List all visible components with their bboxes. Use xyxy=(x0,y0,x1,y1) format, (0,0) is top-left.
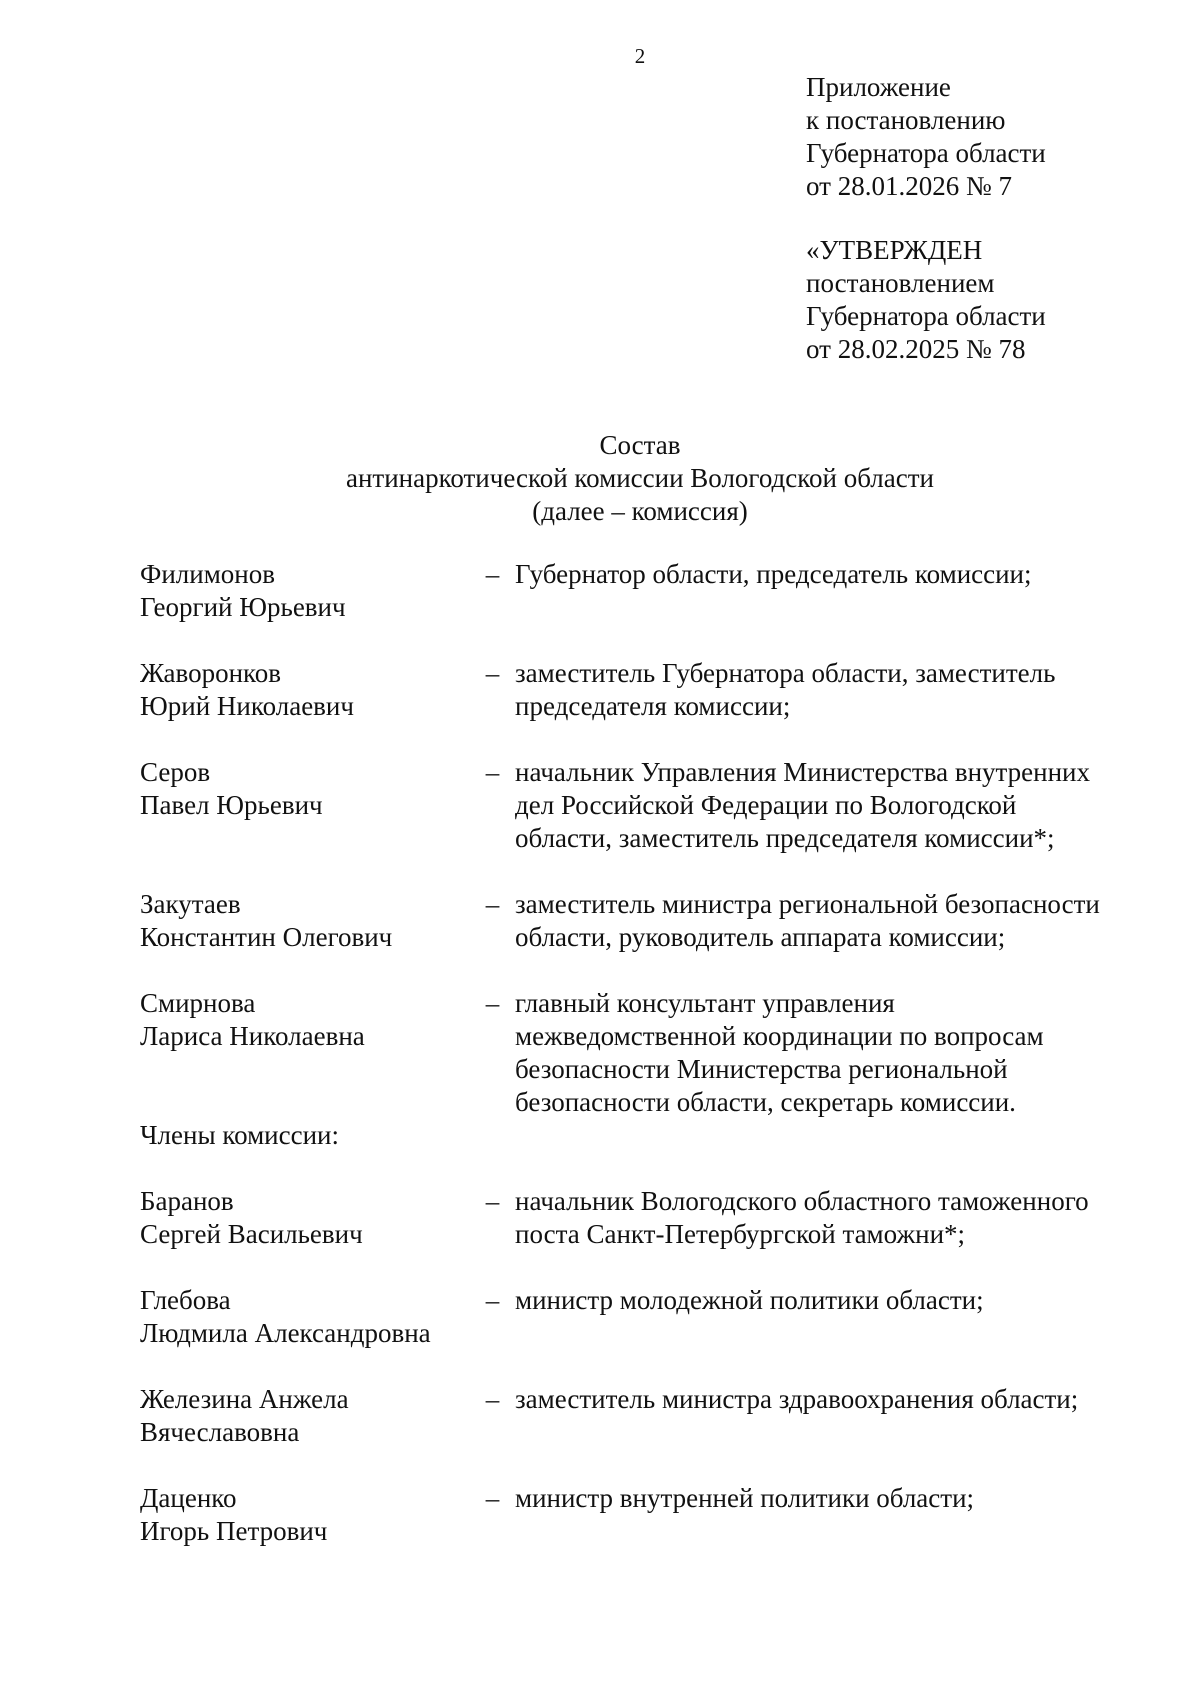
title-line: (далее – комиссия) xyxy=(532,496,748,526)
member-entry xyxy=(140,1482,1140,1548)
member-name: Жаворонков Юрий Николаевич xyxy=(140,658,354,721)
member-name: Баранов Сергей Васильевич xyxy=(140,1186,363,1249)
title-line: антинаркотической комиссии Вологодской области xyxy=(346,463,934,493)
dash-separator: – xyxy=(485,1483,500,1513)
member-name: Смирнова Лариса Николаевна Члены комиссии: xyxy=(140,987,470,1152)
appendix-line: Приложение xyxy=(806,72,951,102)
dash-separator: – xyxy=(485,1285,500,1315)
member-position: начальник Вологодского областного таможенного поста Санкт-Петербургской таможни*; xyxy=(515,1186,1089,1249)
member-entry xyxy=(140,888,1140,954)
member-position: заместитель Губернатора области, заместитель председателя комиссии; xyxy=(515,658,1056,721)
title-line: Состав xyxy=(599,430,681,460)
member-entry xyxy=(140,1383,1140,1449)
member-position: главный консультант управления межведомственной координации по вопросам безопасности Министерства региональной безопасности области, секретарь комиссии. xyxy=(515,988,1044,1117)
member-position: заместитель министра здравоохранения области; xyxy=(515,1384,1079,1414)
dash-separator: – xyxy=(485,559,500,589)
member-position: министр молодежной политики области; xyxy=(515,1285,984,1315)
member-name: Закутаев Константин Олегович xyxy=(140,889,393,952)
members-section-label: Члены комиссии: xyxy=(140,1120,339,1150)
approved-line: Губернатора области xyxy=(806,301,1046,331)
approved-line: «УТВЕРЖДЕН xyxy=(806,235,983,265)
member-entry xyxy=(140,558,1140,624)
member-name: Глебова Людмила Александровна xyxy=(140,1285,431,1348)
page-number: 2 xyxy=(634,44,646,68)
approval-stamp-text xyxy=(806,234,1046,366)
commission-list xyxy=(140,558,1140,1548)
dash-separator: – xyxy=(485,658,500,688)
member-name: Филимонов Георгий Юрьевич xyxy=(140,559,346,622)
appendix-line: Губернатора области xyxy=(806,138,1046,168)
member-entry xyxy=(140,987,1140,1152)
member-entry xyxy=(140,756,1140,855)
member-entry xyxy=(140,1185,1140,1251)
approved-line: постановлением xyxy=(806,268,995,298)
dash-separator: – xyxy=(485,988,500,1018)
dash-separator: – xyxy=(485,1186,500,1216)
appendix-header xyxy=(806,71,1046,203)
dash-separator: – xyxy=(485,757,500,787)
member-position: Губернатор области, председатель комиссии; xyxy=(515,559,1032,589)
document-title xyxy=(0,429,1200,528)
member-name: Даценко Игорь Петрович xyxy=(140,1483,328,1546)
member-entry xyxy=(140,657,1140,723)
member-position: министр внутренней политики области; xyxy=(515,1483,975,1513)
appendix-line: к постановлению xyxy=(806,105,1006,135)
member-entry xyxy=(140,1284,1140,1350)
dash-separator: – xyxy=(485,889,500,919)
member-position: начальник Управления Министерства внутренних дел Российской Федерации по Вологодской области, заместитель председателя комиссии*; xyxy=(515,757,1090,853)
dash-separator: – xyxy=(485,1384,500,1414)
member-name: Железина Анжела Вячеславовна xyxy=(140,1384,349,1447)
approved-line: от 28.02.2025 № 78 xyxy=(806,334,1026,364)
member-position: заместитель министра региональной безопасности области, руководитель аппарата комиссии; xyxy=(515,889,1100,952)
appendix-line: от 28.01.2026 № 7 xyxy=(806,171,1012,201)
member-name: Серов Павел Юрьевич xyxy=(140,757,323,820)
